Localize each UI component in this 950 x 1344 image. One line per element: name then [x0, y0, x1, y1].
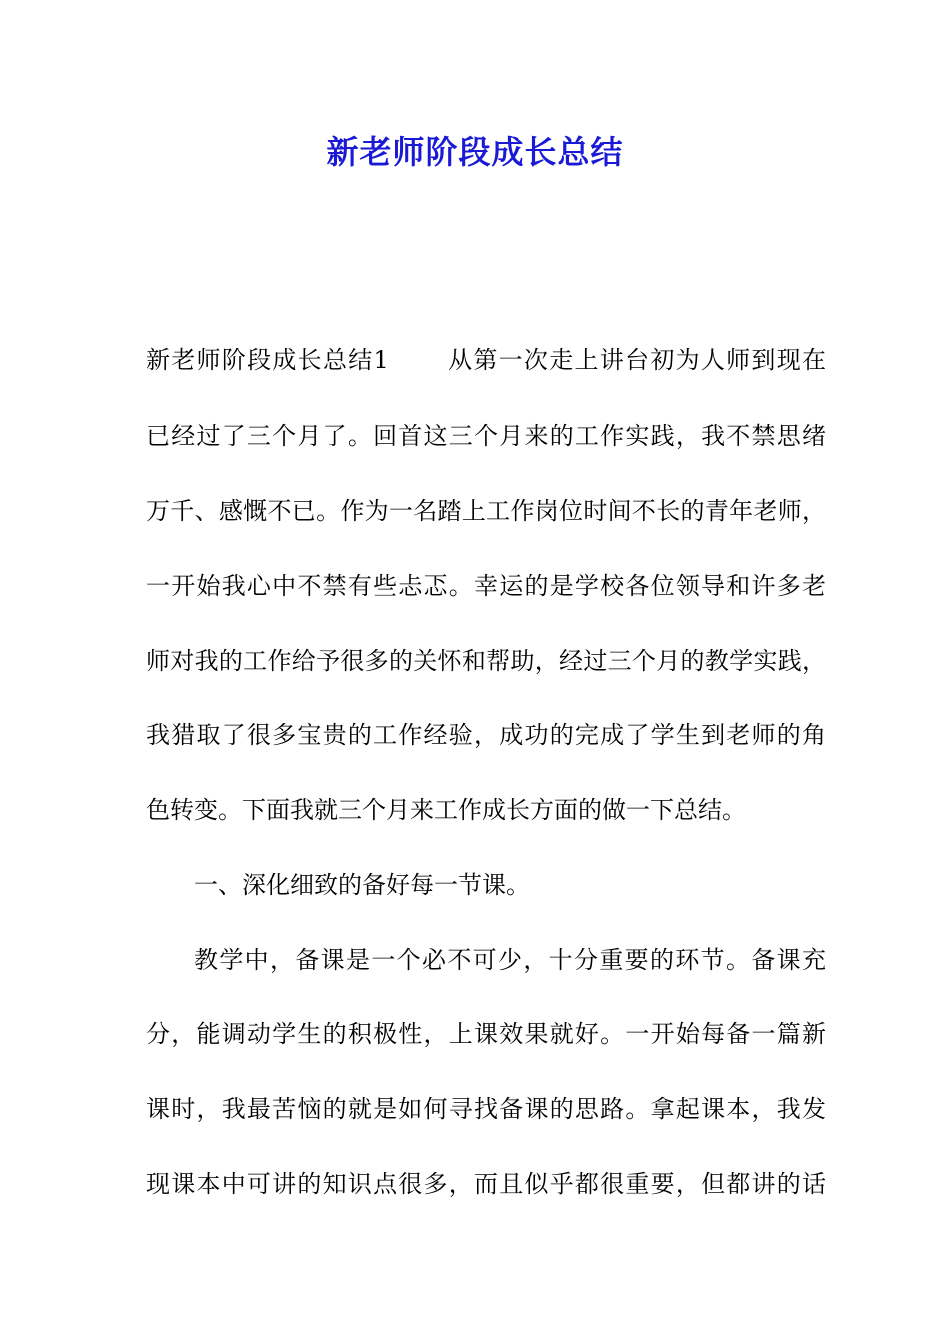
- paragraph-line: 一开始我心中不禁有些忐忑。幸运的是学校各位领导和许多老: [146, 572, 826, 600]
- paragraph-line: 现课本中可讲的知识点很多，而且似乎都很重要，但都讲的话: [146, 1170, 826, 1198]
- paragraph-line: [146, 342, 826, 378]
- paragraph-line: 教学中，备课是一个必不可少，十分重要的环节。备课充: [194, 946, 826, 974]
- paragraph-line: 我猎取了很多宝贵的工作经验，成功的完成了学生到老师的角: [146, 721, 826, 749]
- document-title: 新老师阶段成长总结: [326, 133, 624, 171]
- paragraph-line: 色转变。下面我就三个月来工作成长方面的做一下总结。: [146, 796, 746, 824]
- paragraph-line-text: 从第一次走上讲台初为人师到现在: [446, 346, 826, 374]
- paragraph-line: 万千、感慨不已。作为一名踏上工作岗位时间不长的青年老师，: [146, 497, 826, 525]
- paragraph-line: 分，能调动学生的积极性，上课效果就好。一开始每备一篇新: [146, 1020, 826, 1048]
- paragraph-line: 师对我的工作给予很多的关怀和帮助，经过三个月的教学实践，: [146, 647, 826, 675]
- section-heading: 新老师阶段成长总结1: [146, 346, 389, 374]
- subsection-heading: 一、深化细致的备好每一节课。: [194, 871, 530, 899]
- paragraph-line: 已经过了三个月了。回首这三个月来的工作实践，我不禁思绪: [146, 422, 826, 450]
- paragraph-line: 课时，我最苦恼的就是如何寻找备课的思路。拿起课本，我发: [146, 1095, 826, 1123]
